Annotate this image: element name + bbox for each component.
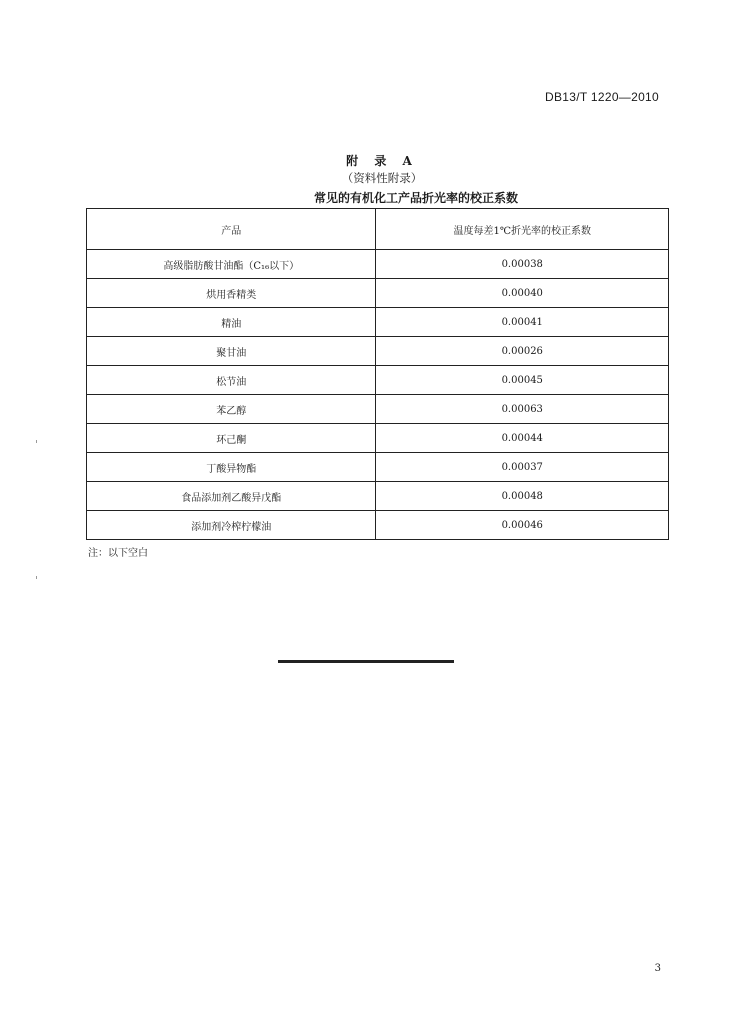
- coefficient-cell: 0.00041: [376, 308, 669, 337]
- product-cell: 精油: [87, 308, 376, 337]
- table-row: [87, 395, 669, 424]
- table-row: [87, 453, 669, 482]
- product-cell: 聚甘油: [87, 337, 376, 366]
- coefficient-cell: 0.00037: [376, 453, 669, 482]
- product-cell: 食品添加剂乙酸异戊酯: [87, 482, 376, 511]
- product-cell: 环己酮: [87, 424, 376, 453]
- coefficient-cell: 0.00038: [376, 250, 669, 279]
- table-row: [87, 424, 669, 453]
- table-row: [87, 482, 669, 511]
- page-number: 3: [654, 963, 661, 974]
- table-note: 注：以下空白: [88, 548, 148, 559]
- appendix-title: 附 录 A: [346, 154, 418, 168]
- table-header-row: [87, 209, 669, 250]
- table-row: [87, 279, 669, 308]
- product-cell: 添加剂冷榨柠檬油: [87, 511, 376, 540]
- product-cell: 高级脂肪酸甘油酯（C₁₆以下）: [87, 250, 376, 279]
- table-row: [87, 511, 669, 540]
- table-row: [87, 250, 669, 279]
- product-cell: 烘用香精类: [87, 279, 376, 308]
- product-cell: 松节油: [87, 366, 376, 395]
- table-row: [87, 308, 669, 337]
- table-row: [87, 366, 669, 395]
- product-cell: 苯乙醇: [87, 395, 376, 424]
- coefficient-cell: 0.00040: [376, 279, 669, 308]
- column-header-coefficient: 温度每差1℃折光率的校正系数: [376, 209, 669, 250]
- appendix-subtitle: （资料性附录）: [341, 171, 423, 185]
- document-code: DB13/T 1220—2010: [545, 90, 659, 104]
- correction-coefficient-table: [86, 208, 669, 540]
- scan-speck: [36, 440, 37, 443]
- product-cell: 丁酸异物酯: [87, 453, 376, 482]
- coefficient-cell: 0.00044: [376, 424, 669, 453]
- coefficient-cell: 0.00048: [376, 482, 669, 511]
- coefficient-cell: 0.00045: [376, 366, 669, 395]
- end-of-document-rule: [278, 660, 454, 663]
- coefficient-cell: 0.00046: [376, 511, 669, 540]
- scan-speck: [36, 576, 37, 579]
- coefficient-cell: 0.00026: [376, 337, 669, 366]
- coefficient-cell: 0.00063: [376, 395, 669, 424]
- table-row: [87, 337, 669, 366]
- column-header-product: 产品: [87, 209, 376, 250]
- table-caption: 常见的有机化工产品折光率的校正系数: [313, 191, 518, 205]
